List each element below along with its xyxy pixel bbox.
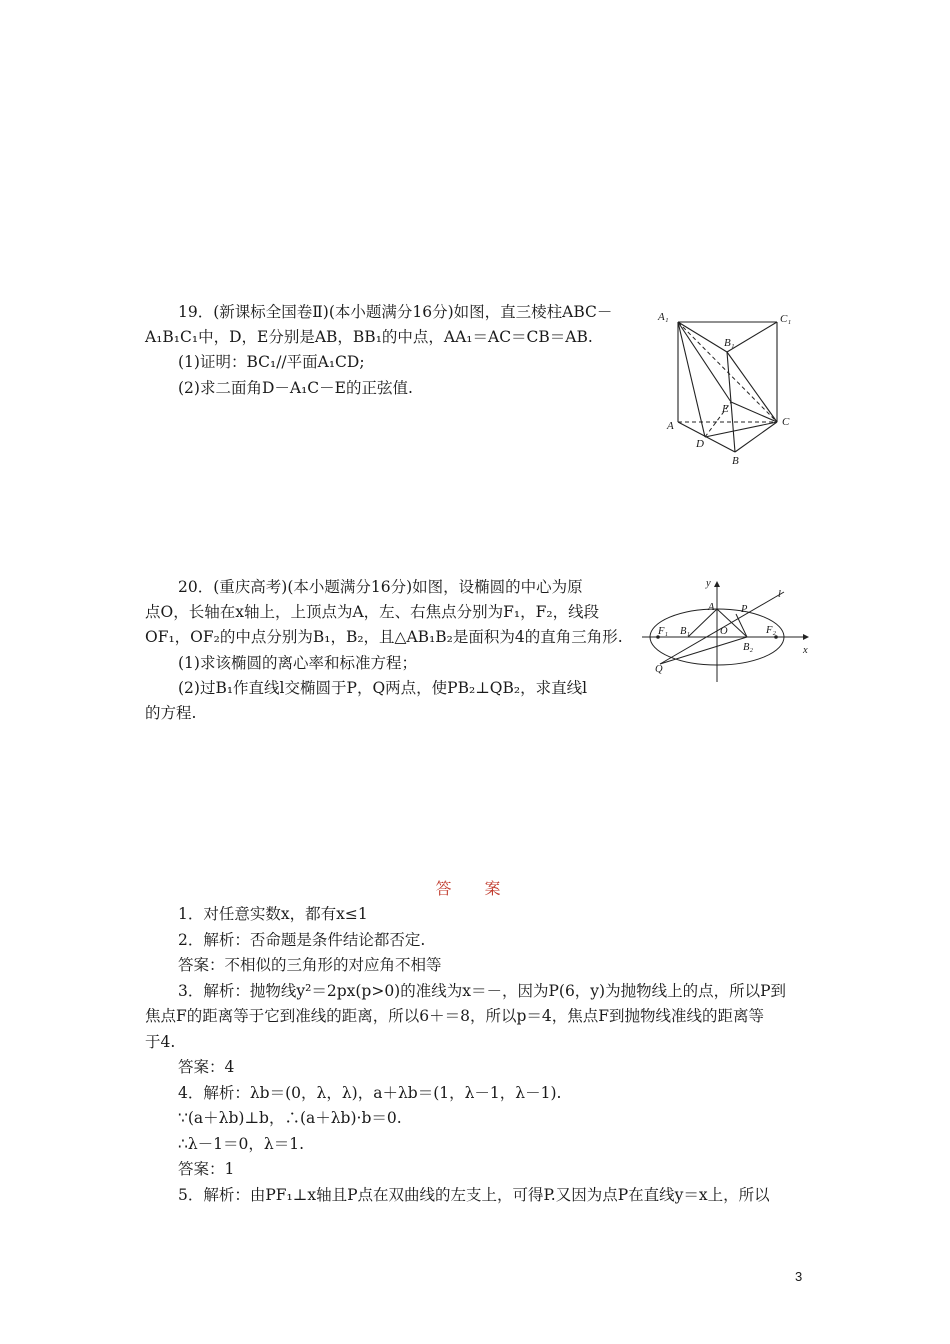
label-b1-ellipse: B₁ bbox=[680, 626, 691, 637]
answer-line: 答案：1 bbox=[178, 1160, 235, 1178]
q20-line-4: (1)求该椭圆的离心率和标准方程； bbox=[178, 654, 417, 672]
label-p: P bbox=[741, 604, 748, 615]
q19-line-1: 19．(新课标全国卷Ⅱ)(本小题满分16分)如图，直三棱柱ABC－ bbox=[178, 303, 613, 321]
label-e: E bbox=[722, 403, 729, 415]
label-f1: F₁ bbox=[658, 626, 669, 637]
label-y: y bbox=[706, 578, 711, 589]
q20-line-1: 20．(重庆高考)(本小题满分16分)如图，设椭圆的中心为原 bbox=[178, 578, 583, 596]
label-q: Q bbox=[655, 664, 663, 675]
label-a: A bbox=[667, 420, 674, 432]
q20-line-3: OF₁，OF₂的中点分别为B₁，B₂，且△AB₁B₂是面积为4的直角三角形. bbox=[145, 628, 623, 646]
q20-line-5: (2)过B₁作直线l交椭圆于P，Q两点，使PB₂⊥QB₂，求直线l bbox=[178, 679, 588, 697]
answer-line: 答案：不相似的三角形的对应角不相等 bbox=[178, 956, 442, 974]
answer-line: 焦点F的距离等于它到准线的距离，所以6＋＝8，所以p＝4，焦点F到抛物线准线的距离等 bbox=[145, 1007, 765, 1025]
label-o: O bbox=[720, 626, 728, 637]
label-b1: B₁ bbox=[724, 337, 735, 349]
answer-line: 5．解析：由PF₁⊥x轴且P点在双曲线的左支上，可得P.又因为点P在直线y＝x上，所以 bbox=[178, 1186, 770, 1204]
label-c: C bbox=[782, 416, 790, 428]
answer-line: 1．对任意实数x，都有x≤1 bbox=[178, 905, 368, 923]
answer-line: ∵(a＋λb)⊥b，∴(a＋λb)·b＝0. bbox=[178, 1109, 402, 1127]
label-x: x bbox=[803, 645, 808, 656]
label-l: l bbox=[778, 589, 781, 600]
ellipse-figure bbox=[640, 572, 818, 684]
label-b: B bbox=[732, 455, 739, 467]
answer-line: 2．解析：否命题是条件结论都否定. bbox=[178, 931, 426, 949]
q19-line-4: (2)求二面角D－A₁C－E的正弦值. bbox=[178, 379, 413, 397]
label-f2: F₂ bbox=[766, 625, 777, 636]
answer-line: ∴λ－1＝0，λ＝1. bbox=[178, 1135, 305, 1153]
answer-line: 4．解析：λb＝(0，λ，λ)，a＋λb＝(1，λ－1，λ－1). bbox=[178, 1084, 562, 1102]
label-a-top: A bbox=[708, 602, 715, 613]
label-a1: A₁ bbox=[658, 311, 669, 323]
answer-line: 3．解析：抛物线y²＝2px(p>0)的准线为x＝－，因为P(6，y)为抛物线上的点，所以P到 bbox=[178, 982, 787, 1000]
answer-line: 答案：4 bbox=[178, 1058, 235, 1076]
page-number: 3 bbox=[795, 1269, 803, 1284]
prism-figure bbox=[655, 305, 805, 470]
q19-line-2: A₁B₁C₁中，D，E分别是AB，BB₁的中点，AA₁＝AC＝CB＝AB. bbox=[145, 328, 593, 346]
q20-line-6: 的方程. bbox=[145, 704, 197, 722]
label-c1: C₁ bbox=[780, 313, 792, 325]
answers-title: 答 案 bbox=[435, 879, 515, 898]
q19-line-3: (1)证明：BC₁//平面A₁CD; bbox=[178, 353, 365, 371]
label-d: D bbox=[696, 438, 704, 450]
q20-line-2: 点O，长轴在x轴上，上顶点为A，左、右焦点分别为F₁，F₂，线段 bbox=[145, 603, 600, 621]
answer-line: 于4. bbox=[145, 1033, 176, 1051]
label-b2: B₂ bbox=[743, 642, 754, 653]
